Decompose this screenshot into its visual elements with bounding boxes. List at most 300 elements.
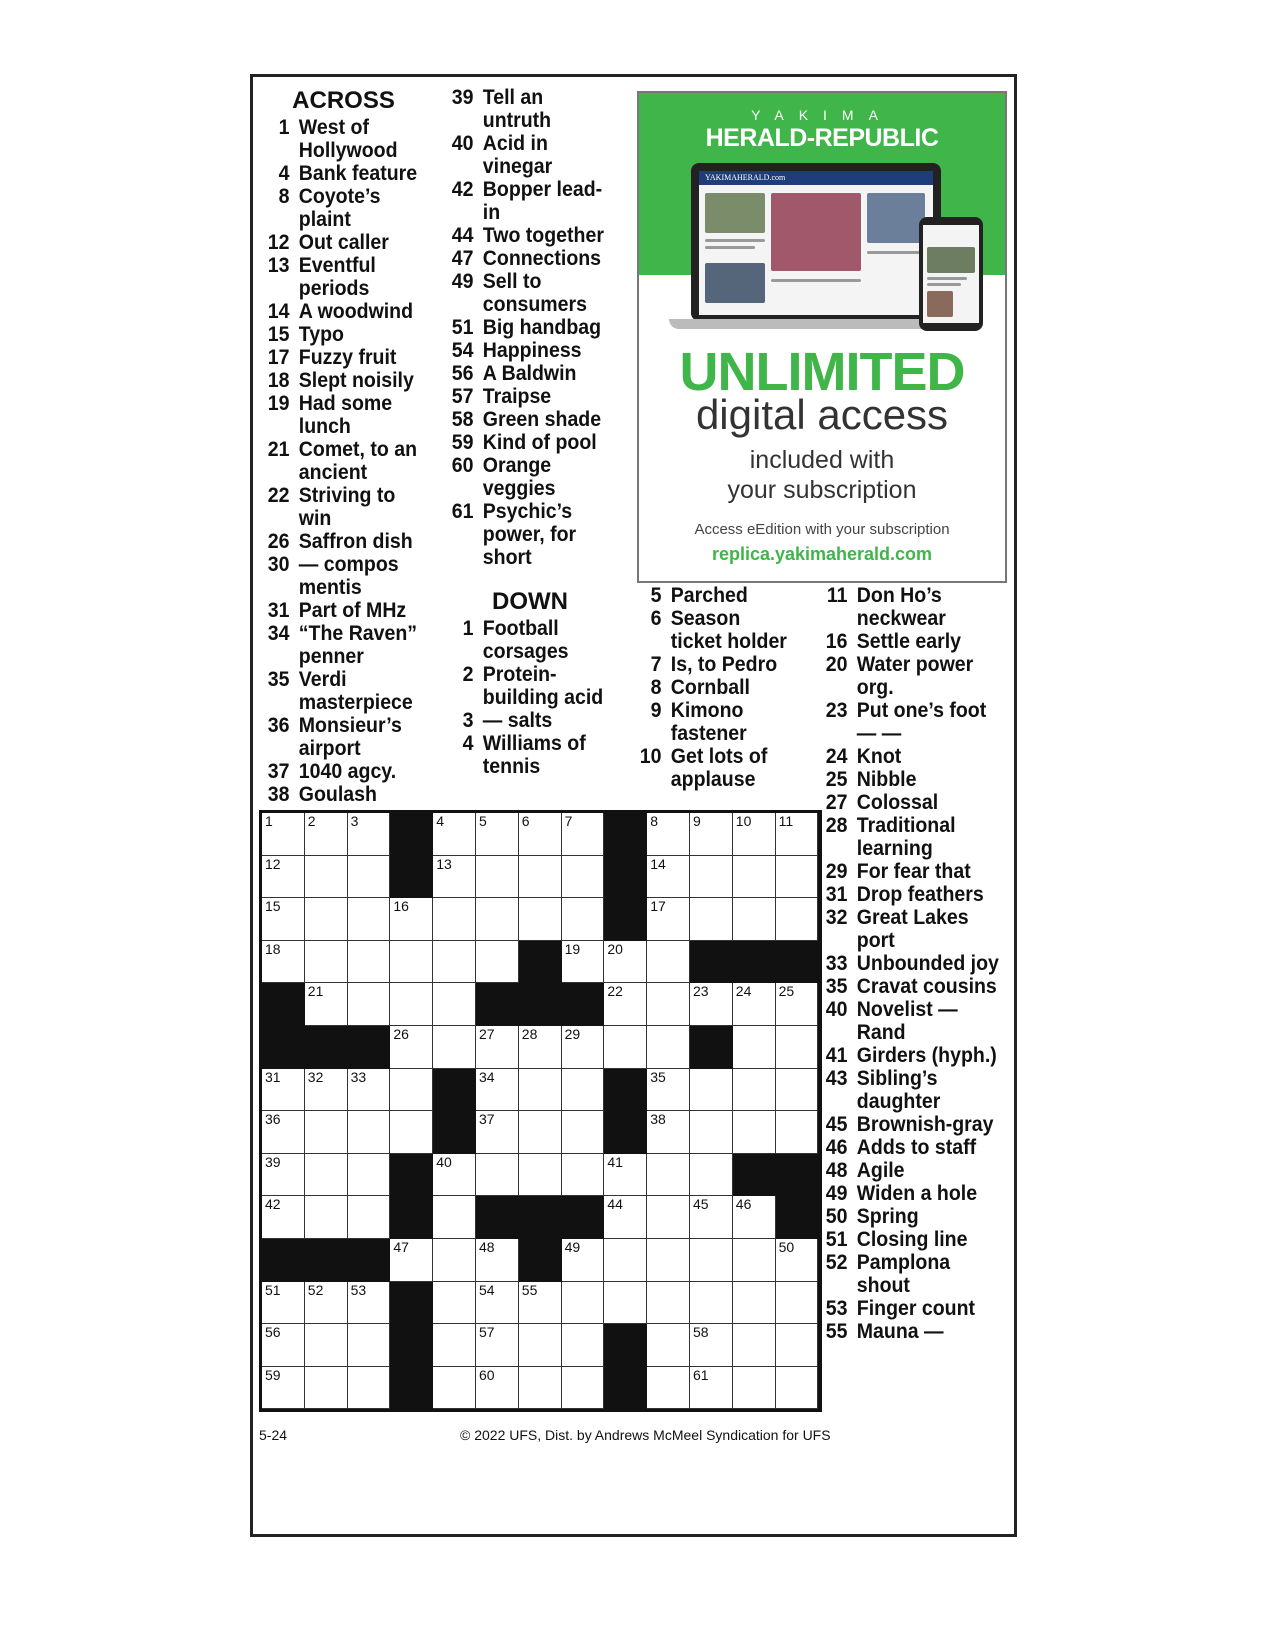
grid-cell[interactable]: [776, 1282, 819, 1325]
grid-cell[interactable]: [390, 1111, 433, 1154]
clue-item: [440, 224, 607, 247]
black-square: [562, 983, 605, 1026]
grid-cell[interactable]: [562, 1111, 605, 1154]
clue-text: Pamplona shout: [856, 1251, 951, 1297]
clue-text: “The Raven” penner: [298, 622, 418, 668]
grid-cell[interactable]: [262, 898, 305, 941]
grid-cell[interactable]: [690, 1069, 733, 1112]
clue-text: Widen a hole: [856, 1182, 978, 1205]
grid-cell[interactable]: [690, 1111, 733, 1154]
clue-text: Get lots of applause: [670, 745, 768, 791]
clue-item: [814, 1228, 1000, 1251]
grid-cell[interactable]: [433, 1026, 476, 1069]
grid-cell[interactable]: [262, 1367, 305, 1410]
grid-cell[interactable]: [476, 1324, 519, 1367]
clue-number: 60: [451, 454, 474, 477]
grid-cell[interactable]: [776, 813, 819, 856]
black-square: [776, 1196, 819, 1239]
clue-text: Protein-building acid: [482, 663, 604, 709]
grid-cell[interactable]: [262, 856, 305, 899]
clue-item: [440, 663, 607, 709]
black-square: [305, 1026, 348, 1069]
clue-item: [814, 860, 1000, 883]
grid-cell[interactable]: [348, 983, 391, 1026]
grid-cell[interactable]: [519, 1367, 562, 1410]
grid-cell[interactable]: [562, 1239, 605, 1282]
clue-text: Monsieur’s airport: [298, 714, 402, 760]
grid-cell[interactable]: [733, 1026, 776, 1069]
clue-number: 20: [825, 653, 848, 676]
grid-cell[interactable]: [562, 856, 605, 899]
black-square: [604, 856, 647, 899]
grid-cell[interactable]: [733, 1196, 776, 1239]
cell-number: 45: [693, 1196, 709, 1213]
grid-cell[interactable]: [433, 941, 476, 984]
cell-number: 7: [564, 813, 573, 829]
cell-number: 31: [265, 1068, 281, 1085]
grid-cell[interactable]: [348, 941, 391, 984]
grid-cell[interactable]: [776, 1026, 819, 1069]
grid-cell[interactable]: [390, 1069, 433, 1112]
clue-text: Striving to win: [298, 484, 396, 530]
cell-number: 39: [265, 1153, 281, 1170]
puzzle-date-id: 5-24: [259, 1427, 288, 1443]
clue-number: 41: [825, 1044, 848, 1067]
grid-cell[interactable]: [647, 1196, 690, 1239]
clue-item: [440, 617, 607, 663]
clue-item: [256, 760, 419, 783]
black-square: [519, 1196, 562, 1239]
ad-line-2: your subscription: [727, 476, 917, 504]
grid-cell[interactable]: [690, 983, 733, 1026]
grid-cell[interactable]: [305, 856, 348, 899]
grid-cell[interactable]: [647, 1154, 690, 1197]
grid-cell[interactable]: [305, 1069, 348, 1112]
grid-cell[interactable]: [604, 1239, 647, 1282]
clue-item: [628, 653, 795, 676]
grid-cell[interactable]: [604, 1196, 647, 1239]
text-line: [705, 239, 765, 242]
cell-number: 5: [479, 813, 487, 829]
grid-cell[interactable]: [262, 1069, 305, 1112]
grid-cell[interactable]: [519, 856, 562, 899]
grid-cell[interactable]: [348, 1196, 391, 1239]
grid-cell[interactable]: [733, 898, 776, 941]
grid-cell[interactable]: [476, 1111, 519, 1154]
clue-number: 42: [451, 178, 474, 201]
clue-number: 37: [267, 760, 290, 783]
clue-number: 43: [825, 1067, 848, 1090]
clue-number: 53: [825, 1297, 848, 1320]
cell-number: 24: [735, 983, 752, 1000]
clue-text: For fear that: [856, 860, 971, 883]
cell-number: 33: [350, 1068, 367, 1085]
grid-cell[interactable]: [690, 1154, 733, 1197]
grid-cell[interactable]: [433, 1367, 476, 1410]
grid-cell[interactable]: [262, 941, 305, 984]
clue-item: [814, 699, 1000, 745]
down-clues-column-3: [628, 584, 808, 791]
black-square: [604, 813, 647, 856]
clue-number: 32: [825, 906, 848, 929]
clue-number: 52: [825, 1251, 848, 1274]
subscription-advertisement[interactable]: [637, 91, 1007, 583]
clue-number: 35: [267, 668, 290, 691]
black-square: [519, 941, 562, 984]
grid-cell[interactable]: [690, 813, 733, 856]
clue-item: [256, 116, 419, 162]
grid-cell[interactable]: [733, 1069, 776, 1112]
clue-number: 22: [267, 484, 290, 507]
black-square: [776, 941, 819, 984]
clue-text: Agile: [856, 1159, 905, 1182]
cell-number: 60: [479, 1366, 495, 1383]
grid-cell[interactable]: [519, 1111, 562, 1154]
text-line: [927, 283, 961, 286]
clue-text: Bopper lead-in: [482, 178, 603, 224]
black-square: [476, 983, 519, 1026]
grid-cell[interactable]: [604, 1026, 647, 1069]
grid-cell[interactable]: [647, 983, 690, 1026]
clue-number: 34: [267, 622, 290, 645]
grid-cell[interactable]: [305, 1196, 348, 1239]
news-photo: [927, 291, 953, 317]
black-square: [262, 1239, 305, 1282]
grid-cell[interactable]: [776, 983, 819, 1026]
ad-url-link[interactable]: replica.yakimaherald.com: [711, 544, 933, 564]
clue-item: [814, 1113, 1000, 1136]
clue-text: Water power org.: [856, 653, 974, 699]
clue-number: 51: [451, 316, 474, 339]
grid-cell[interactable]: [604, 941, 647, 984]
grid-cell[interactable]: [476, 1026, 519, 1069]
grid-cell[interactable]: [262, 1282, 305, 1325]
cell-number: 36: [265, 1111, 281, 1128]
grid-cell[interactable]: [476, 941, 519, 984]
grid-cell[interactable]: [647, 1069, 690, 1112]
clue-number: 44: [451, 224, 474, 247]
grid-cell[interactable]: [476, 1069, 519, 1112]
grid-cell[interactable]: [690, 856, 733, 899]
grid-cell[interactable]: [776, 1069, 819, 1112]
grid-cell[interactable]: [476, 1282, 519, 1325]
grid-cell[interactable]: [348, 856, 391, 899]
black-square: [604, 1324, 647, 1367]
cell-number: 14: [650, 855, 666, 872]
clue-text: Fuzzy fruit: [298, 346, 397, 369]
grid-cell[interactable]: [647, 1111, 690, 1154]
grid-cell[interactable]: [262, 1154, 305, 1197]
cell-number: 32: [307, 1068, 324, 1085]
black-square: [433, 1069, 476, 1112]
grid-cell[interactable]: [733, 856, 776, 899]
clue-item: [814, 998, 1000, 1044]
cell-number: 42: [265, 1196, 281, 1213]
cell-number: 16: [393, 898, 409, 915]
grid-cell[interactable]: [647, 1239, 690, 1282]
clue-item: [440, 500, 607, 569]
grid-cell[interactable]: [776, 856, 819, 899]
clue-number: 58: [451, 408, 474, 431]
grid-cell[interactable]: [562, 941, 605, 984]
grid-cell[interactable]: [390, 941, 433, 984]
grid-cell[interactable]: [305, 1154, 348, 1197]
clue-item: [814, 745, 1000, 768]
ad-subhead: digital access: [695, 391, 949, 438]
grid-cell[interactable]: [348, 1282, 391, 1325]
clue-item: [814, 630, 1000, 653]
grid-cell[interactable]: [262, 1324, 305, 1367]
black-square: [390, 1154, 433, 1197]
grid-cell[interactable]: [433, 1154, 476, 1197]
grid-cell[interactable]: [690, 1282, 733, 1325]
grid-cell[interactable]: [305, 983, 348, 1026]
grid-cell[interactable]: [647, 898, 690, 941]
grid-cell[interactable]: [776, 898, 819, 941]
grid-cell[interactable]: [519, 1282, 562, 1325]
grid-cell[interactable]: [305, 1111, 348, 1154]
grid-cell[interactable]: [690, 1196, 733, 1239]
clue-number: 21: [267, 438, 290, 461]
clue-item: [256, 599, 419, 622]
grid-cell[interactable]: [305, 1324, 348, 1367]
cell-number: 26: [393, 1026, 409, 1042]
clue-number: 6: [650, 607, 662, 630]
grid-cell[interactable]: [562, 1154, 605, 1197]
grid-cell[interactable]: [262, 1111, 305, 1154]
grid-cell[interactable]: [519, 1324, 562, 1367]
black-square: [733, 1154, 776, 1197]
grid-cell[interactable]: [519, 1026, 562, 1069]
clue-text: Cornball: [670, 676, 750, 699]
grid-cell[interactable]: [647, 1367, 690, 1410]
grid-cell[interactable]: [604, 983, 647, 1026]
grid-cell[interactable]: [690, 1239, 733, 1282]
black-square: [604, 1069, 647, 1112]
clue-number: 35: [825, 975, 848, 998]
clue-text: — compos mentis: [298, 553, 399, 599]
clue-item: [256, 714, 419, 760]
clue-item: [628, 584, 795, 607]
grid-cell[interactable]: [562, 1069, 605, 1112]
grid-cell[interactable]: [390, 983, 433, 1026]
clue-item: [256, 530, 419, 553]
text-line: [705, 246, 755, 249]
grid-cell[interactable]: [433, 898, 476, 941]
phone-screen: [923, 225, 979, 323]
grid-cell[interactable]: [476, 1367, 519, 1410]
clue-item: [814, 653, 1000, 699]
clue-number: 49: [451, 270, 474, 293]
grid-cell[interactable]: [562, 1367, 605, 1410]
clue-item: [814, 791, 1000, 814]
down-clue-list: [628, 584, 808, 791]
grid-cell[interactable]: [305, 1282, 348, 1325]
grid-cell[interactable]: [647, 941, 690, 984]
clue-item: [814, 584, 1000, 630]
grid-cell[interactable]: [433, 1324, 476, 1367]
clue-text: Is, to Pedro: [670, 653, 778, 676]
grid-cell[interactable]: [733, 1239, 776, 1282]
clue-text: Eventful periods: [298, 254, 376, 300]
grid-cell[interactable]: [562, 1282, 605, 1325]
grid-cell[interactable]: [776, 1324, 819, 1367]
clue-text: Nibble: [856, 768, 917, 791]
grid-cell[interactable]: [733, 1111, 776, 1154]
grid-cell[interactable]: [433, 813, 476, 856]
grid-cell[interactable]: [562, 898, 605, 941]
grid-cell[interactable]: [348, 898, 391, 941]
clue-number: 1: [278, 116, 290, 139]
grid-cell[interactable]: [305, 1367, 348, 1410]
crossword-grid: [259, 810, 822, 1412]
clue-text: Bank feature: [298, 162, 418, 185]
clue-item: [814, 1044, 1000, 1067]
grid-cell[interactable]: [476, 1154, 519, 1197]
black-square: [305, 1239, 348, 1282]
clue-text: Verdi masterpiece: [298, 668, 413, 714]
cell-number: 35: [650, 1068, 666, 1085]
clue-text: Out caller: [298, 231, 389, 254]
grid-cell[interactable]: [348, 1154, 391, 1197]
cell-number: 41: [607, 1153, 623, 1170]
clue-text: Put one’s foot — —: [856, 699, 987, 745]
grid-cell[interactable]: [433, 1196, 476, 1239]
grid-cell[interactable]: [604, 1154, 647, 1197]
grid-cell[interactable]: [348, 1324, 391, 1367]
clue-text: Part of MHz: [298, 599, 407, 622]
clue-text: Great Lakes port: [856, 906, 969, 952]
clue-text: A Baldwin: [482, 362, 577, 385]
ad-included-text: [639, 445, 1005, 505]
cell-number: 50: [778, 1239, 795, 1255]
clue-item: [256, 438, 419, 484]
laptop-illustration: [691, 163, 941, 321]
clue-text: Happiness: [482, 339, 582, 362]
grid-cell[interactable]: [733, 1324, 776, 1367]
grid-cell[interactable]: [519, 1154, 562, 1197]
grid-cell[interactable]: [476, 898, 519, 941]
grid-cell[interactable]: [476, 813, 519, 856]
grid-cell[interactable]: [690, 1324, 733, 1367]
grid-cell[interactable]: [433, 1239, 476, 1282]
clue-number: 19: [267, 392, 290, 415]
cell-number: 9: [693, 813, 701, 829]
grid-cell[interactable]: [476, 1239, 519, 1282]
grid-cell[interactable]: [647, 1282, 690, 1325]
clue-text: Drop feathers: [856, 883, 984, 906]
grid-cell[interactable]: [519, 1069, 562, 1112]
clue-number: 49: [825, 1182, 848, 1205]
black-square: [390, 813, 433, 856]
grid-cell[interactable]: [562, 1026, 605, 1069]
clue-text: Two together: [482, 224, 604, 247]
grid-cell[interactable]: [390, 1026, 433, 1069]
clue-text: Mauna —: [856, 1320, 944, 1343]
grid-cell[interactable]: [733, 1282, 776, 1325]
grid-cell[interactable]: [776, 1111, 819, 1154]
grid-cell[interactable]: [348, 1069, 391, 1112]
grid-cell[interactable]: [690, 898, 733, 941]
grid-cell[interactable]: [390, 898, 433, 941]
black-square: [604, 1367, 647, 1410]
cell-number: 40: [436, 1153, 452, 1170]
clue-text: Had some lunch: [298, 392, 393, 438]
clue-number: 1: [462, 617, 474, 640]
clue-number: 2: [462, 663, 474, 686]
grid-cell[interactable]: [348, 813, 391, 856]
grid-cell[interactable]: [776, 1367, 819, 1410]
cell-number: 34: [479, 1068, 495, 1085]
news-photo: [705, 193, 765, 233]
grid-cell[interactable]: [262, 813, 305, 856]
black-square: [476, 1196, 519, 1239]
grid-cell[interactable]: [733, 813, 776, 856]
clue-number: 36: [267, 714, 290, 737]
grid-cell[interactable]: [519, 898, 562, 941]
grid-cell[interactable]: [690, 1367, 733, 1410]
clue-item: [814, 1205, 1000, 1228]
cell-number: 11: [778, 813, 794, 829]
grid-cell[interactable]: [647, 1026, 690, 1069]
grid-cell[interactable]: [390, 1239, 433, 1282]
clue-item: [814, 1297, 1000, 1320]
cell-number: 55: [521, 1281, 538, 1298]
grid-cell[interactable]: [519, 813, 562, 856]
clue-number: 11: [826, 584, 848, 607]
clue-text: Spring: [856, 1205, 919, 1228]
clue-number: 29: [825, 860, 848, 883]
black-square: [562, 1196, 605, 1239]
grid-cell[interactable]: [604, 1282, 647, 1325]
grid-cell[interactable]: [433, 983, 476, 1026]
text-line: [927, 277, 967, 280]
grid-cell[interactable]: [733, 983, 776, 1026]
grid-cell[interactable]: [433, 1282, 476, 1325]
clue-text: Sibling’s daughter: [856, 1067, 941, 1113]
grid-cell[interactable]: [476, 856, 519, 899]
grid-cell[interactable]: [348, 1367, 391, 1410]
clue-item: [814, 906, 1000, 952]
grid-cell[interactable]: [305, 813, 348, 856]
grid-cell[interactable]: [647, 813, 690, 856]
clue-number: 30: [267, 553, 290, 576]
clue-number: 31: [267, 599, 290, 622]
grid-cell[interactable]: [262, 1196, 305, 1239]
clue-item: [814, 1251, 1000, 1297]
phone-illustration: [919, 217, 983, 331]
across-clues-column-2: [440, 86, 620, 778]
clue-text: A woodwind: [298, 300, 414, 323]
clue-text: Unbounded joy: [856, 952, 999, 975]
grid-cell[interactable]: [562, 813, 605, 856]
grid-cell[interactable]: [433, 856, 476, 899]
clue-text: Connections: [482, 247, 602, 270]
grid-cell[interactable]: [305, 941, 348, 984]
grid-cell[interactable]: [348, 1111, 391, 1154]
grid-cell[interactable]: [647, 1324, 690, 1367]
clue-item: [256, 392, 419, 438]
clue-text: Girders (hyph.): [856, 1044, 997, 1067]
grid-cell[interactable]: [305, 898, 348, 941]
clue-text: Don Ho’s neckwear: [856, 584, 946, 630]
grid-cell[interactable]: [562, 1324, 605, 1367]
grid-cell[interactable]: [647, 856, 690, 899]
clue-number: 14: [267, 300, 290, 323]
grid-cell[interactable]: [776, 1239, 819, 1282]
grid-cell[interactable]: [733, 1367, 776, 1410]
clue-number: 27: [825, 791, 848, 814]
